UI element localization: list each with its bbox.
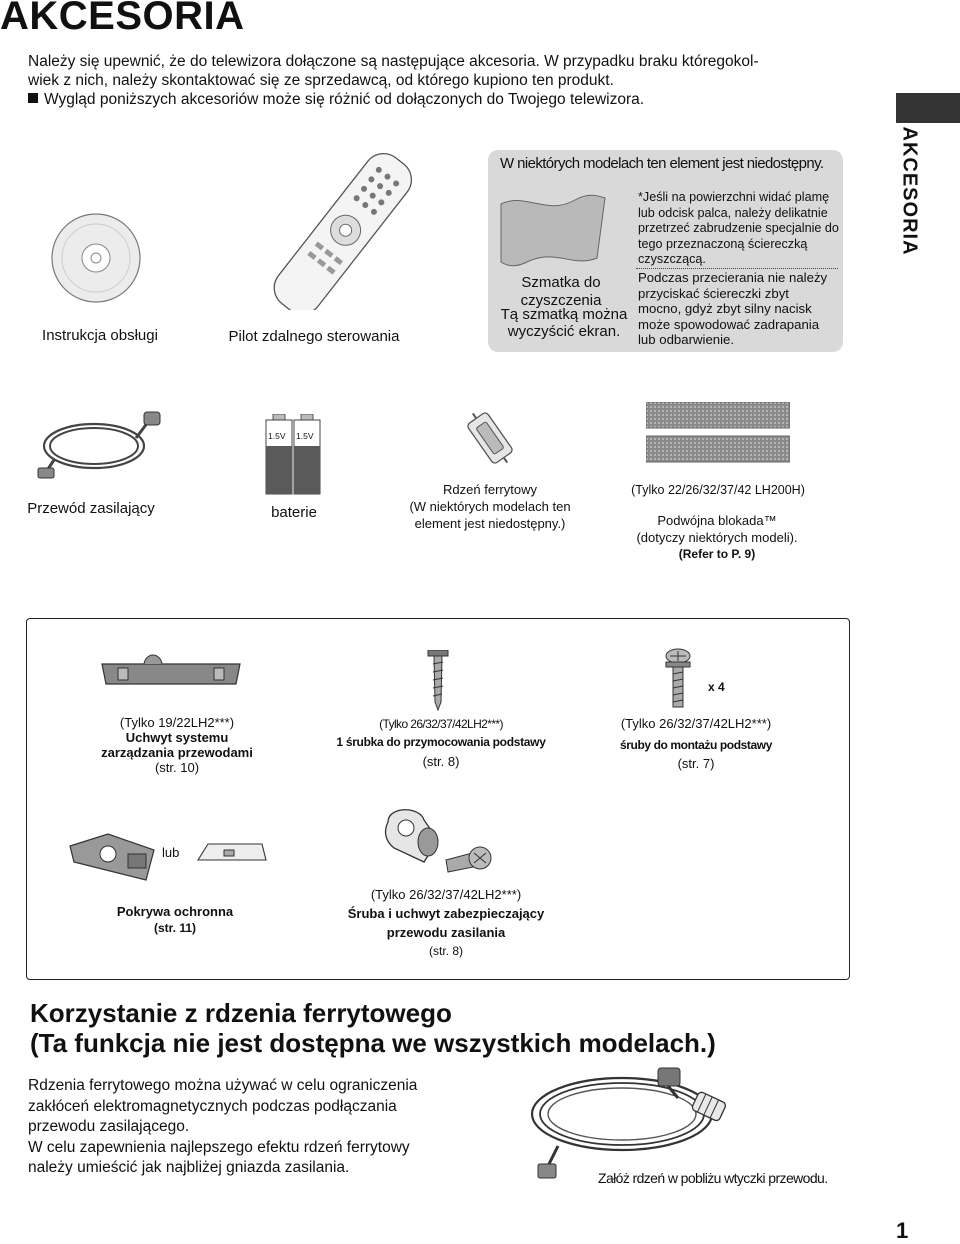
screws-name: śruby do montażu podstawy xyxy=(619,738,772,752)
cloth-availability-note: W niektórych modelach ten element jest niedostępny. xyxy=(500,155,824,172)
screw-caption xyxy=(330,715,552,771)
cleaning-cloth-icon xyxy=(497,188,609,270)
holder-name: zarządzania przewodami xyxy=(101,745,253,760)
cloth-title xyxy=(496,274,626,310)
cover-ref: (str. 11) xyxy=(153,921,197,935)
protective-cover-caption xyxy=(110,903,240,937)
heading-line: (Ta funkcja nie jest dostępna we wszystkich modelach.) xyxy=(30,1028,716,1058)
body-line: przewodu zasilającego. xyxy=(28,1118,190,1135)
cable-holder-caption xyxy=(92,715,262,775)
cover-name: Pokrywa ochronna xyxy=(116,904,234,919)
square-bullet-icon xyxy=(28,93,38,103)
screws-count: x 4 xyxy=(708,680,725,694)
page-number: 1 xyxy=(896,1218,909,1243)
page-title: AKCESORIA xyxy=(0,0,245,38)
clamp-ref: (str. 8) xyxy=(428,944,463,958)
cord-with-ferrite-illustration xyxy=(518,1062,738,1186)
intro-line: Należy się upewnić, że do telewizora dołączone są następujące akcesoria. W przypadku braku któregokol- xyxy=(28,53,759,70)
dual-lock-ref: (Refer to P. 9) xyxy=(678,547,756,561)
ferrite-section-heading xyxy=(30,998,716,1058)
remote-caption: Pilot zdalnego sterowania xyxy=(228,328,400,345)
ferrite-caption-line: Rdzeń ferrytowy xyxy=(443,482,537,497)
intro-line: wiek z nich, należy skontaktować się ze sprzedawcą, od którego kupiono ten produkt. xyxy=(28,72,614,89)
cord-clamp-caption xyxy=(326,885,566,961)
dual-lock-note: (dotyczy niektórych modeli). xyxy=(636,530,798,545)
ferrite-caption-line: (W niektórych modelach ten xyxy=(409,499,571,514)
cable-holder-icon xyxy=(96,650,246,692)
cleaning-tip-a xyxy=(638,190,842,268)
body-line: Rdzenia ferrytowego można używać w celu ograniczenia xyxy=(28,1077,418,1094)
side-label-text: AKCESORIA xyxy=(898,126,921,256)
intro-note-text: Wygląd poniższych akcesoriów może się różnić od dołączonych do Twojego telewizora. xyxy=(44,91,645,108)
mounting-screws-caption xyxy=(604,715,788,773)
tip-line: lub odbarwienie. xyxy=(638,332,735,348)
tip-line: może spowodować zadrapania xyxy=(638,316,820,332)
ferrite-section-body xyxy=(28,1076,478,1179)
battery-label: 1.5V xyxy=(296,431,314,441)
screw-icon xyxy=(426,650,450,712)
screw-models: (Tylko 26/32/37/42LH2***) xyxy=(379,717,503,731)
power-cord-caption: Przewód zasilający xyxy=(27,500,155,517)
tip-line: mocno, gdyż zbyt silny nacisk xyxy=(638,301,812,317)
cord-clamp-icon xyxy=(380,800,500,886)
holder-models: (Tylko 19/22LH2***) xyxy=(119,715,235,730)
tip-line: lub odcisk palca, należy delikatnie xyxy=(638,205,828,220)
ferrite-caption xyxy=(394,481,586,532)
tip-line: Podczas przecierania nie należy xyxy=(638,270,828,285)
batteries-caption: baterie xyxy=(271,504,317,521)
screws-models: (Tylko 26/32/37/42LH2***) xyxy=(620,716,772,731)
cd-disc-icon xyxy=(50,212,142,304)
cloth-title-line: Szmatka do xyxy=(521,274,601,291)
screw-name: 1 śrubka do przymocowania podstawy xyxy=(336,735,546,749)
or-label: lub xyxy=(162,845,180,860)
manual-caption: Instrukcja obsługi xyxy=(42,327,158,344)
holder-name: Uchwyt systemu xyxy=(125,730,229,745)
tip-line: czyszczącą. xyxy=(638,252,706,267)
tip-line: tego przeznaczoną ściereczką xyxy=(638,236,808,251)
clamp-name: Śruba i uchwyt zabezpieczający xyxy=(347,906,545,921)
dual-lock-name: Podwójna blokada™ xyxy=(657,513,777,528)
cloth-desc-line: wyczyścić ekran. xyxy=(507,323,621,340)
cloth-title-line: czyszczenia xyxy=(520,292,602,309)
dual-lock-strips-icon xyxy=(646,402,790,464)
ferrite-caption-line: element jest niedostępny.) xyxy=(414,516,566,531)
clamp-name: przewodu zasilania xyxy=(386,925,506,940)
clamp-models: (Tylko 26/32/37/42LH2***) xyxy=(370,887,522,902)
protective-cover-alt-icon xyxy=(196,836,268,866)
body-line: W celu zapewnienia najlepszego efektu rdzeń ferrytowy xyxy=(28,1138,410,1156)
protective-cover-icon xyxy=(68,822,156,882)
power-cord-icon xyxy=(36,408,164,480)
body-line: należy umieścić jak najbliżej gniazda zasilania. xyxy=(28,1159,350,1176)
cloth-desc-line: Tą szmatką można xyxy=(500,306,628,323)
screw-ref: (str. 8) xyxy=(422,754,460,769)
tip-line: *Jeśli na powierzchni widać plamę xyxy=(638,190,830,204)
remote-control-icon xyxy=(262,150,422,310)
dual-lock-models: (Tylko 22/26/32/37/42 LH200H) xyxy=(631,483,805,497)
tip-line: przyciskać ściereczki zbyt xyxy=(638,285,789,301)
battery-label: 1.5V xyxy=(268,431,286,441)
intro-text xyxy=(28,52,828,109)
side-label xyxy=(884,126,924,270)
heading-line: Korzystanie z rdzenia ferrytowego xyxy=(30,998,452,1028)
side-tab-marker xyxy=(896,93,960,123)
holder-ref: (str. 10) xyxy=(154,760,200,775)
screws-ref: (str. 7) xyxy=(677,756,715,771)
body-line: zakłóceń elektromagnetycznych podczas podłączania xyxy=(28,1097,397,1115)
ferrite-core-icon xyxy=(462,408,518,468)
figure-caption: Załóż rdzeń w pobliżu wtyczki przewodu. xyxy=(598,1170,828,1186)
intro-note xyxy=(28,90,828,109)
mounting-screw-icon xyxy=(658,648,698,710)
dual-lock-caption xyxy=(610,512,824,563)
cleaning-tip-b xyxy=(638,270,842,348)
cloth-desc xyxy=(492,306,636,340)
batteries-icon xyxy=(264,414,324,496)
tip-line: przetrzeć zabrudzenie specjalnie do xyxy=(638,221,839,236)
dotted-divider xyxy=(636,268,838,269)
